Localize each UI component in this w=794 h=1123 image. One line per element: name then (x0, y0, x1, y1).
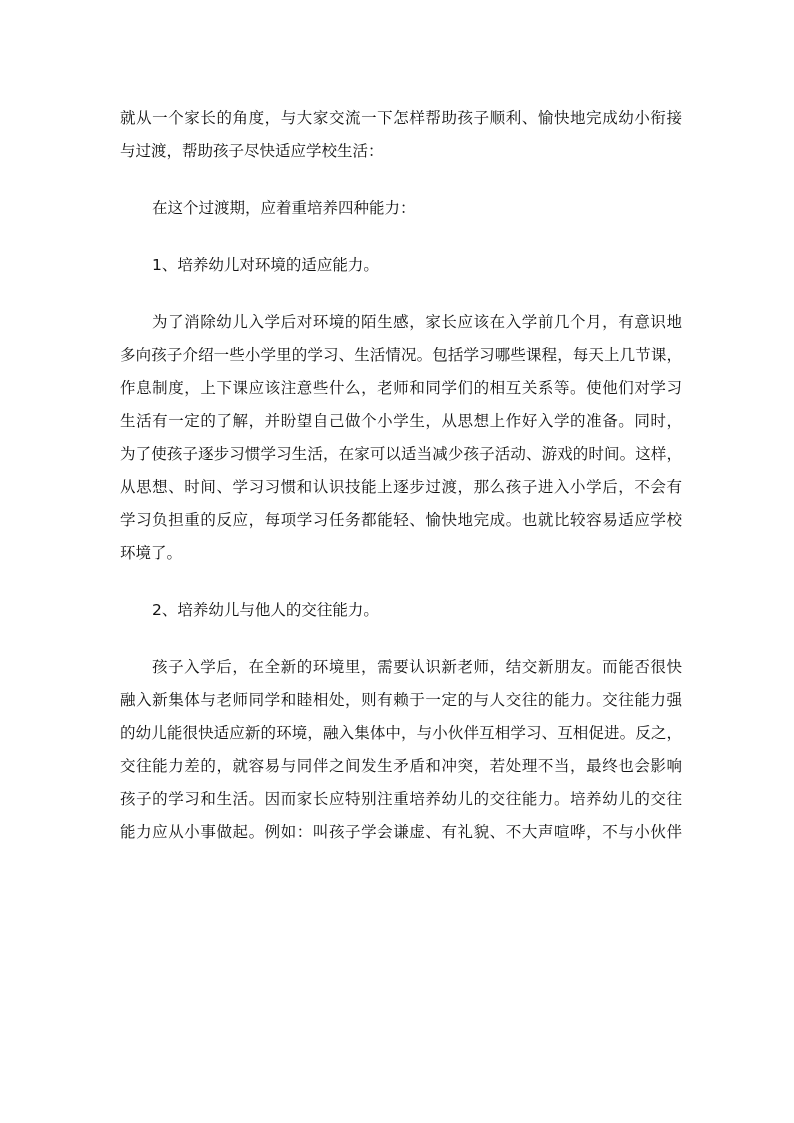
text-line: 能力应从小事做起。例如：叫孩子学会谦虚、有礼貌、不大声喧哗，不与小伙伴 (120, 823, 682, 841)
section-heading-2 (120, 594, 682, 627)
text-line: 在这个过渡期，应着重培养四种能力： (152, 199, 416, 217)
text-line: 多向孩子介绍一些小学里的学习、生活情况。包括学习哪些课程，每天上几节课， (120, 346, 682, 364)
document-body (120, 102, 682, 849)
text-line: 交往能力差的，就容易与同伴之间发生矛盾和冲突，若处理不当，最终也会影响 (120, 757, 682, 775)
heading-text: 2、培养幼儿与他人的交往能力。 (152, 601, 379, 619)
text-line: 学习负担重的反应，每项学习任务都能轻、愉快地完成。也就比较容易适应学校 (120, 511, 682, 529)
paragraph-transition-intro (120, 192, 682, 225)
text-line: 为了使孩子逐步习惯学习生活，在家可以适当减少孩子活动、游戏的时间。这样， (120, 445, 682, 463)
paragraph-body-1 (120, 306, 682, 570)
text-line: 环境了。 (120, 544, 183, 562)
text-line: 就从一个家长的角度，与大家交流一下怎样帮助孩子顺利、愉快地完成幼小衔接 (120, 109, 682, 127)
text-line: 为了消除幼儿入学后对环境的陌生感，家长应该在入学前几个月，有意识地 (152, 313, 682, 331)
text-line: 的幼儿能很快适应新的环境，融入集体中，与小伙伴互相学习、互相促进。反之， (120, 724, 682, 742)
paragraph-intro (120, 102, 682, 168)
text-line: 孩子的学习和生活。因而家长应特别注重培养幼儿的交往能力。培养幼儿的交往 (120, 790, 682, 808)
heading-text: 1、培养幼儿对环境的适应能力。 (152, 256, 379, 274)
text-line: 生活有一定的了解，并盼望自己做个小学生，从思想上作好入学的准备。同时， (120, 412, 682, 430)
text-line: 作息制度，上下课应该注意些什么，老师和同学们的相互关系等。使他们对学习 (120, 379, 682, 397)
text-line: 融入新集体与老师同学和睦相处，则有赖于一定的与人交往的能力。交往能力强 (120, 691, 682, 709)
paragraph-body-2 (120, 651, 682, 849)
text-line: 与过渡，帮助孩子尽快适应学校生活： (120, 142, 384, 160)
text-line: 孩子入学后，在全新的环境里，需要认识新老师，结交新朋友。而能否很快 (152, 658, 682, 676)
text-line: 从思想、时间、学习习惯和认识技能上逐步过渡，那么孩子进入小学后，不会有 (120, 478, 682, 496)
section-heading-1 (120, 249, 682, 282)
